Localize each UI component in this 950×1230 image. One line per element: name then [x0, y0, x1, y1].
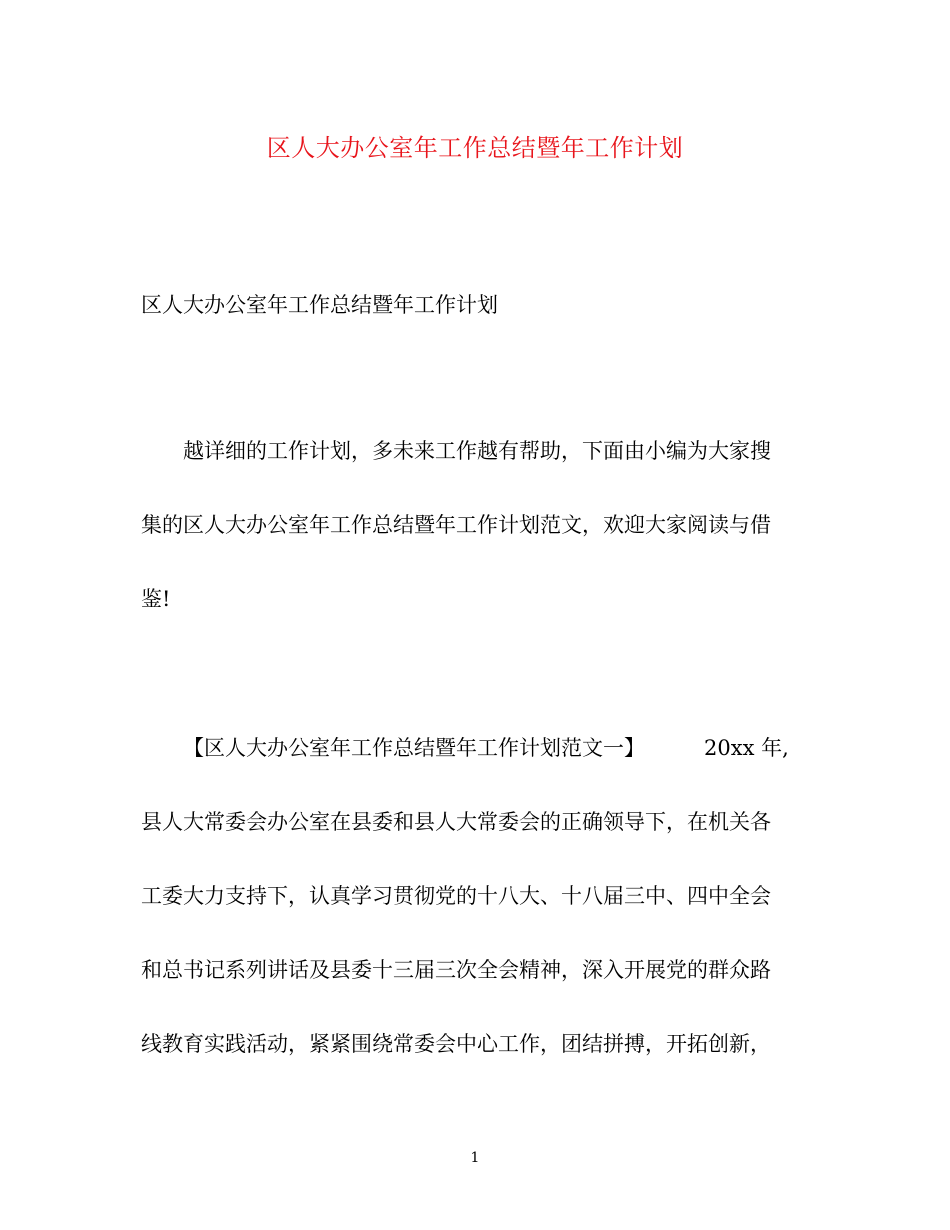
document-subtitle: 区人大办公室年工作总结暨年工作计划 [141, 293, 498, 317]
page-number: 1 [470, 1150, 480, 1166]
body-line-1: 县人大常委会办公室在县委和县人大常委会的正确领导下，在机关各 [141, 810, 771, 834]
body-line-2: 工委大力支持下，认真学习贯彻党的十八大、十八届三中、四中全会 [141, 884, 771, 908]
document-title: 区人大办公室年工作总结暨年工作计划 [266, 134, 684, 162]
intro-line-3: 鉴! [141, 587, 171, 611]
intro-line-2: 集的区人大办公室年工作总结暨年工作计划范文，欢迎大家阅读与借 [141, 513, 771, 537]
body-line-3: 和总书记系列讲话及县委十三届三次全会精神，深入开展党的群众路 [141, 958, 771, 982]
body-line-4: 线教育实践活动，紧紧围绕常委会中心工作，团结拼搏，开拓创新， [141, 1032, 771, 1056]
body-year: 20xx 年, [704, 736, 789, 760]
body-heading: 【区人大办公室年工作总结暨年工作计划范文一】 [183, 736, 645, 760]
intro-line-1: 越详细的工作计划，多未来工作越有帮助，下面由小编为大家搜 [183, 439, 771, 463]
